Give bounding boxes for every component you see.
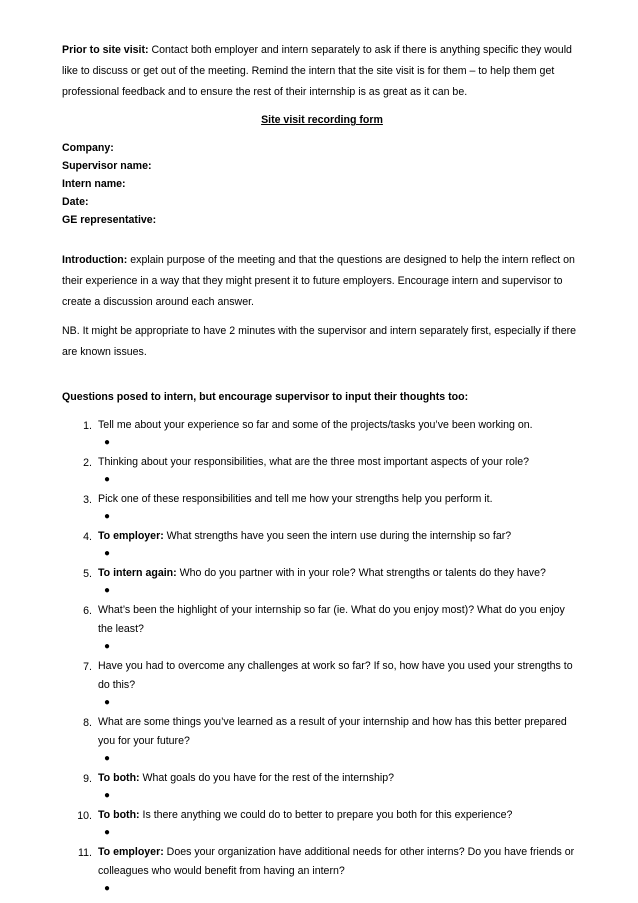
question-item [62, 490, 582, 524]
date-label: Date: [62, 196, 89, 208]
question-body: Is there anything we could do to better to prepare you both for this experience? [139, 809, 513, 821]
answer-bullet: ● [104, 883, 111, 894]
question-number: 3. [83, 494, 92, 506]
question-number: 4. [83, 531, 92, 543]
question-number: 1. [83, 420, 92, 432]
question-number: 11. [78, 847, 92, 859]
question-item [62, 843, 582, 896]
introduction-paragraph [62, 250, 582, 313]
question-item [62, 527, 582, 561]
intern-name-label: Intern name: [62, 178, 126, 190]
question-item [62, 453, 582, 487]
question-item [62, 806, 582, 840]
question-text [98, 769, 582, 788]
question-number: 10. [77, 810, 92, 822]
question-text [98, 713, 582, 751]
question-body: What’s been the highlight of your internship so far (ie. What do you enjoy most)? What do you enjoy the least? [98, 604, 565, 635]
question-text [98, 843, 582, 881]
question-item [62, 657, 582, 710]
document-page [62, 40, 582, 899]
question-body: Tell me about your experience so far and some of the projects/tasks you’ve been working on. [98, 419, 533, 431]
answer-bullet: ● [104, 827, 111, 838]
question-number: 6. [83, 605, 92, 617]
question-text [98, 453, 582, 472]
question-text [98, 416, 582, 435]
question-body: What goals do you have for the rest of the internship? [139, 772, 394, 784]
question-body: Does your organization have additional needs for other interns? Do you have friends or colleagues who would benefit from having an intern? [98, 846, 575, 877]
form-fields [62, 139, 582, 229]
answer-bullet: ● [104, 753, 111, 764]
question-item [62, 416, 582, 450]
question-item [62, 564, 582, 598]
nb-paragraph: NB. It might be appropriate to have 2 minutes with the supervisor and intern separately first, especially if there are known issues. [62, 325, 577, 358]
answer-bullet: ● [104, 697, 111, 708]
question-text [98, 564, 582, 583]
question-body: Thinking about your responsibilities, what are the three most important aspects of your role? [98, 456, 530, 468]
introduction-lead: Introduction: [62, 254, 128, 266]
ge-representative-label: GE representative: [62, 214, 157, 226]
question-text [98, 490, 582, 509]
prior-to-visit-lead: Prior to site visit: [62, 44, 149, 56]
company-label: Company: [62, 142, 114, 154]
question-body: What strengths have you seen the intern use during the internship so far? [163, 530, 512, 542]
answer-bullet: ● [104, 585, 111, 596]
answer-bullet: ● [104, 641, 111, 652]
question-body: Pick one of these responsibilities and tell me how your strengths help you perform it. [98, 493, 493, 505]
question-number: 5. [83, 568, 92, 580]
answer-bullet: ● [104, 548, 111, 559]
question-item [62, 769, 582, 803]
question-body: Have you had to overcome any challenges at work so far? If so, how have you used your strengths to do this? [98, 660, 573, 691]
question-body: What are some things you’ve learned as a result of your internship and how has this better prepared you for your future? [98, 716, 567, 747]
answer-bullet: ● [104, 474, 111, 485]
question-item [62, 713, 582, 766]
prior-to-visit-paragraph [62, 40, 582, 103]
introduction-text: explain purpose of the meeting and that the questions are designed to help the intern reflect on their experience in a way that they might present it to future employers. Encourage intern and supervisor to create a discussion around each answer. [62, 254, 575, 308]
prior-to-visit-text: Contact both employer and intern separately to ask if there is anything specific they would like to discuss or get out of the meeting. Remind the intern that the site visit is for them – to help them get professional feedback and to ensure the rest of their internship is as great as it can be. [62, 44, 572, 98]
question-body: Who do you partner with in your role? What strengths or talents do they have? [176, 567, 546, 579]
question-item [62, 601, 582, 654]
question-lead: To both: [98, 772, 140, 784]
answer-bullet: ● [104, 511, 111, 522]
question-lead: To employer: [98, 846, 164, 858]
question-lead: To employer: [98, 530, 164, 542]
question-text [98, 806, 582, 825]
answer-bullet: ● [104, 790, 111, 801]
question-number: 7. [83, 661, 92, 673]
question-lead: To both: [98, 809, 140, 821]
question-number: 2. [83, 457, 92, 469]
questions-heading: Questions posed to intern, but encourage supervisor to input their thoughts too: [62, 391, 469, 403]
question-number: 8. [83, 717, 92, 729]
supervisor-name-label: Supervisor name: [62, 160, 152, 172]
question-text [98, 657, 582, 695]
questions-list [62, 416, 582, 896]
answer-bullet: ● [104, 437, 111, 448]
question-text [98, 601, 582, 639]
question-text [98, 527, 582, 546]
form-title: Site visit recording form [261, 114, 383, 126]
question-number: 9. [83, 773, 92, 785]
question-lead: To intern again: [98, 567, 177, 579]
